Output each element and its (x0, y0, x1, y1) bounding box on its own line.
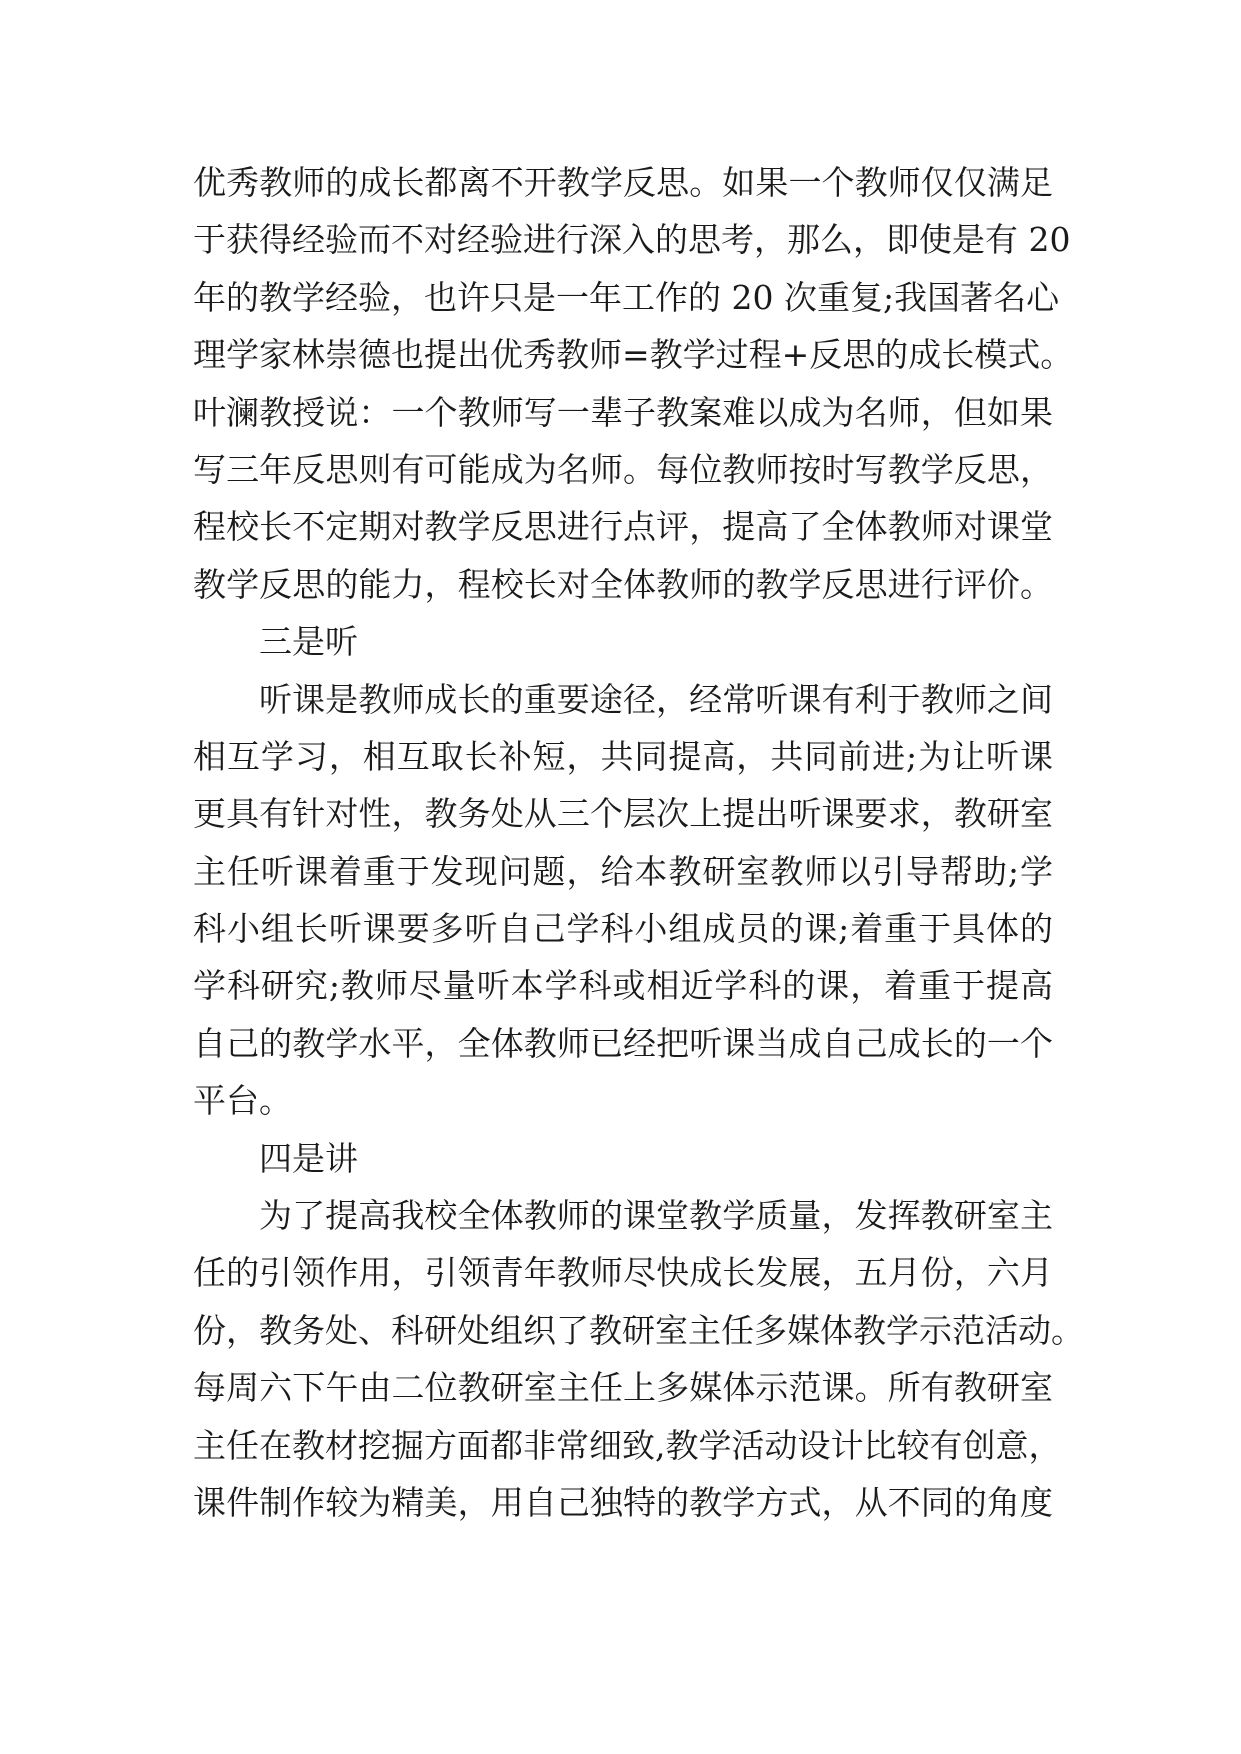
text-line: 每周六下午由二位教研室主任上多媒体示范课。所有教研室 (193, 1368, 1053, 1408)
text-line: 任的引领作用，引领青年教师尽快成长发展，五月份，六月 (193, 1253, 1053, 1293)
text-line: 年的教学经验，也许只是一年工作的 20 次重复;我国著名心 (193, 277, 1060, 317)
text-line: 为了提高我校全体教师的课堂教学质量，发挥教研室主 (259, 1196, 1053, 1236)
section-heading: 三是听 (259, 622, 358, 662)
text-line: 理学家林崇德也提出优秀教师=教学过程+反思的成长模式。 (193, 335, 1074, 375)
text-line: 平台。 (193, 1081, 292, 1121)
text-line: 份，教务处、科研处组织了教研室主任多媒体教学示范活动。 (193, 1310, 1084, 1350)
text-line: 相互学习，相互取长补短，共同提高，共同前进;为让听课 (193, 736, 1053, 776)
section-heading: 四是讲 (259, 1138, 358, 1178)
text-line: 更具有针对性，教务处从三个层次上提出听课要求，教研室 (193, 794, 1053, 834)
text-line: 听课是教师成长的重要途径，经常听课有利于教师之间 (259, 679, 1053, 719)
document-body (193, 154, 1084, 1531)
text-line: 自己的教学水平，全体教师已经把听课当成自己成长的一个 (193, 1023, 1053, 1063)
text-line: 主任听课着重于发现问题，给本教研室教师以引导帮助;学 (193, 851, 1053, 891)
text-line: 程校长不定期对教学反思进行点评，提高了全体教师对课堂 (193, 507, 1053, 547)
text-line: 于获得经验而不对经验进行深入的思考，那么，即使是有 20 (193, 220, 1071, 260)
text-line: 教学反思的能力，程校长对全体教师的教学反思进行评价。 (193, 564, 1053, 604)
text-line: 课件制作较为精美，用自己独特的教学方式，从不同的角度 (193, 1482, 1053, 1522)
text-line: 主任在教材挖掘方面都非常细致,教学活动设计比较有创意， (193, 1425, 1062, 1465)
text-line: 叶澜教授说：一个教师写一辈子教案难以成为名师，但如果 (193, 392, 1053, 432)
text-line: 科小组长听课要多听自己学科小组成员的课;着重于具体的 (193, 909, 1053, 949)
text-line: 学科研究;教师尽量听本学科或相近学科的课，着重于提高 (193, 966, 1053, 1006)
text-line: 写三年反思则有可能成为名师。每位教师按时写教学反思， (193, 449, 1053, 489)
text-line: 优秀教师的成长都离不开教学反思。如果一个教师仅仅满足 (193, 163, 1053, 202)
